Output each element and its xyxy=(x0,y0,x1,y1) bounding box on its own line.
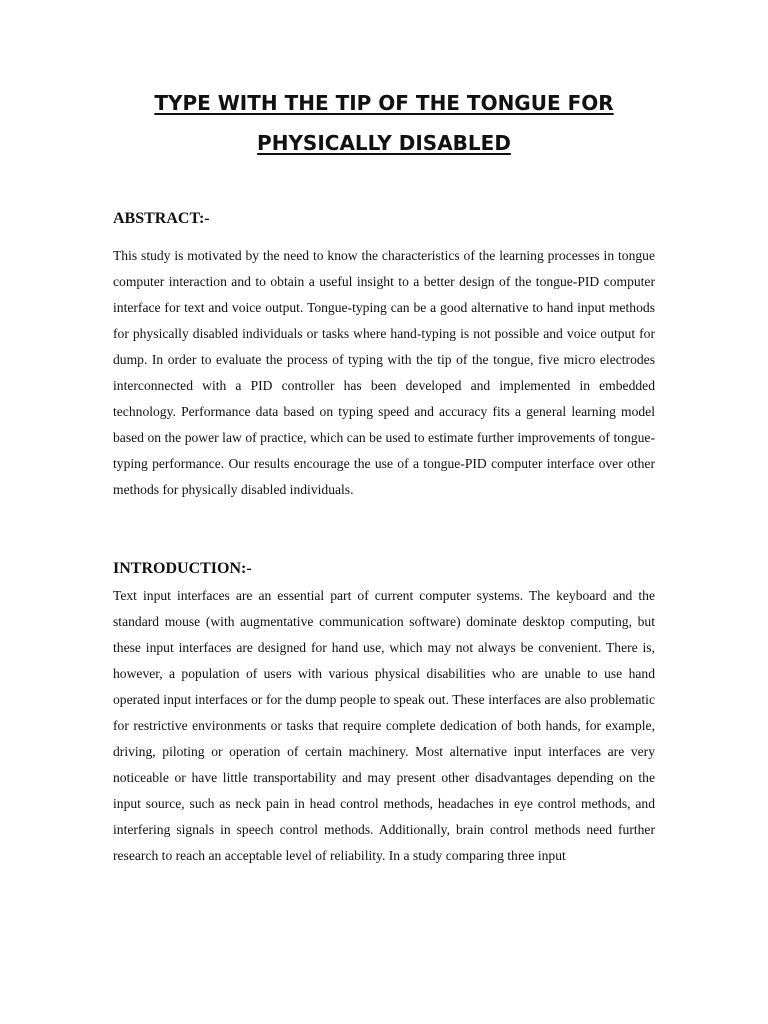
abstract-paragraph: This study is motivated by the need to know the characteristics of the learning processes in tongue computer interaction and to obtain a useful insight to a better design of the tongue-PID computer interface for text and voice output. Tongue-typing can be a good alternative to hand input methods for physically disabled individuals or tasks where hand-typing is not possible and voice output for dump. In order to evaluate the process of typing with the tip of the tongue, five micro electrodes interconnected with a PID controller has been developed and implemented in embedded technology. Performance data based on typing speed and accuracy fits a general learning model based on the power law of practice, which can be used to estimate further improvements of tongue-typing performance. Our results encourage the use of a tongue-PID computer interface over other methods for physically disabled individuals. xyxy=(113,248,655,497)
document-title-line-2: PHYSICALLY DISABLED xyxy=(257,131,511,155)
introduction-heading: INTRODUCTION:- xyxy=(113,560,252,577)
abstract-heading: ABSTRACT:- xyxy=(113,210,210,227)
introduction-paragraph: Text input interfaces are an essential part of current computer systems. The keyboard and the standard mouse (with augmentative communication software) dominate desktop computing, but these input interfaces are designed for hand use, which may not always be convenient. There is, however, a population of users with various physical disabilities who are unable to use hand operated input interfaces or for the dump people to speak out. These interfaces are also problematic for restrictive environments or tasks that require complete dedication of both hands, for example, driving, piloting or operation of certain machinery. Most alternative input interfaces are very noticeable or have little transportability and may present other disadvantages depending on the input source, such as neck pain in head control methods, headaches in eye control methods, and interfering signals in speech control methods. Additionally, brain control methods need further research to reach an acceptable level of reliability. In a study comparing three input xyxy=(113,588,655,863)
document-title-line-1: TYPE WITH THE TIP OF THE TONGUE FOR xyxy=(154,91,614,115)
